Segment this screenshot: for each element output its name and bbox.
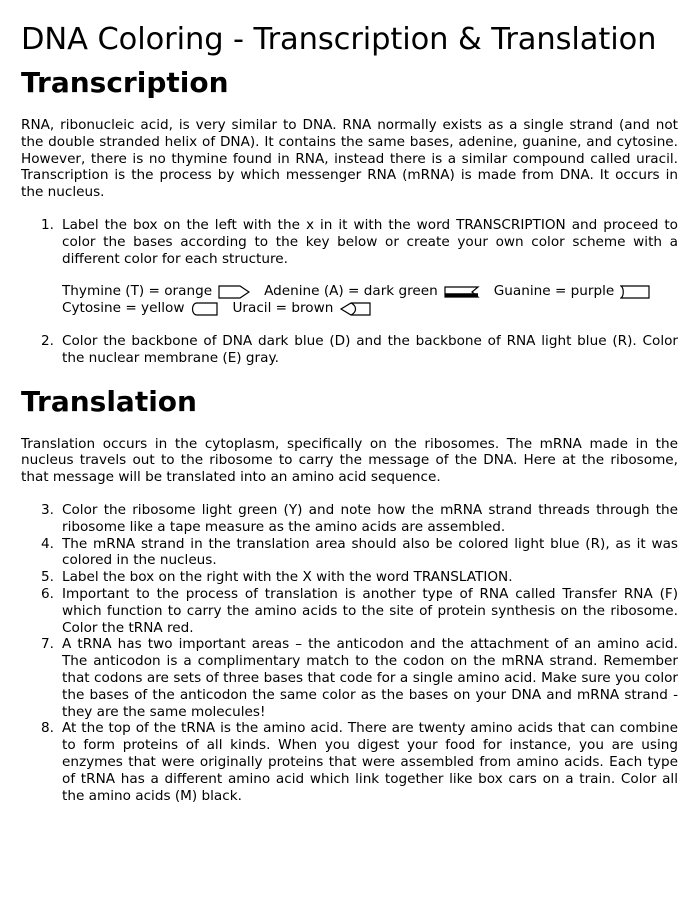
- adenine-base-shape-icon: [444, 285, 480, 299]
- base-color-key: [62, 283, 678, 317]
- list-item: [41, 216, 678, 317]
- transcription-instructions: [21, 217, 678, 367]
- item-number: 7.: [41, 636, 54, 653]
- item-text: Color the backbone of DNA dark blue (D) and the backbone of RNA light blue (R). Color the nuclear membrane (E) gray.: [62, 332, 678, 366]
- item-number: 8.: [41, 720, 54, 737]
- item-text: Label the box on the right with the X with the word TRANSLATION.: [62, 569, 513, 586]
- list-item: [41, 501, 678, 536]
- item-number: 4.: [41, 535, 54, 552]
- translation-intro: Translation occurs in the cytoplasm, specifically on the ribosomes. The mRNA made in the nucleus travels out to the ribosome to carry the message of the DNA. Here at the ribosome, that message will be translated into an amino acid sequence.: [21, 435, 678, 486]
- uracil-base-shape-icon: [339, 301, 371, 317]
- item-text: At the top of the tRNA is the amino acid. There are twenty amino acids that can combine to form proteins of all kinds. When you digest your food for instance, you are using enzymes that were originally proteins that were assembled from amino acids. Each type of tRNA has a different amino acid which link together like box cars on a train. Color all the amino acids (M) black.: [62, 720, 678, 804]
- list-item: [41, 720, 678, 804]
- item-number: 5.: [41, 569, 54, 586]
- key-guanine-label: Guanine = purple: [493, 283, 615, 300]
- item-text: A tRNA has two important areas – the anticodon and the attachment of an amino acid. The anticodon is a complimentary match to the codon on the mRNA strand. Remember that codons are sets of three bases that code for a single amino acid. Make sure you color the bases of the anticodon the same color as the bases on your DNA and mRNA strand - they are the same molecules!: [62, 636, 678, 720]
- item-text: Color the ribosome light green (Y) and note how the mRNA strand threads through the ribosome like a tape measure as the amino acids are assembled.: [62, 501, 678, 535]
- item-number: 1.: [41, 216, 54, 233]
- translation-heading: Translation: [21, 384, 197, 418]
- transcription-intro: RNA, ribonucleic acid, is very similar to DNA. RNA normally exists as a single strand (and not the double stranded helix of DNA). It contains the same bases, adenine, guanine, and cytosine. However, there is no thymine found in RNA, instead there is a similar compound called uracil. Transcription is the process by which messenger RNA (mRNA) is made from DNA. It occurs in the nucleus.: [21, 117, 678, 201]
- list-item: [41, 332, 678, 367]
- key-uracil-label: Uracil = brown: [232, 300, 334, 317]
- item-number: 6.: [41, 585, 54, 602]
- guanine-base-shape-icon: [620, 285, 650, 299]
- item-number: 3.: [41, 501, 54, 518]
- item-number: 2.: [41, 332, 54, 349]
- key-cytosine-label: Cytosine = yellow: [62, 300, 185, 317]
- worksheet-page: [21, 0, 678, 804]
- page-title: DNA Coloring - Transcription & Translation: [21, 22, 657, 57]
- list-item: [41, 585, 678, 636]
- list-item: [41, 569, 678, 586]
- list-item: [41, 636, 678, 720]
- key-adenine-label: Adenine (A) = dark green: [264, 283, 438, 300]
- cytosine-base-shape-icon: [190, 302, 218, 316]
- translation-instructions: [21, 502, 678, 804]
- transcription-heading: Transcription: [21, 66, 229, 99]
- key-thymine-label: Thymine (T) = orange: [62, 283, 213, 300]
- item-text: Label the box on the left with the x in it with the word TRANSCRIPTION and proceed to color the bases according to the key below or create your own color scheme with a different color for each structure.: [62, 216, 678, 267]
- list-item: [41, 535, 678, 570]
- key-row-2: [62, 300, 678, 317]
- item-text: Important to the process of translation is another type of RNA called Transfer RNA (F) which function to carry the amino acids to the site of protein synthesis on the ribosome. Color the tRNA red.: [62, 585, 678, 636]
- thymine-base-shape-icon: [218, 285, 250, 299]
- key-row-1: [62, 283, 678, 300]
- item-text: The mRNA strand in the translation area should also be colored light blue (R), as it was colored in the nucleus.: [62, 535, 678, 569]
